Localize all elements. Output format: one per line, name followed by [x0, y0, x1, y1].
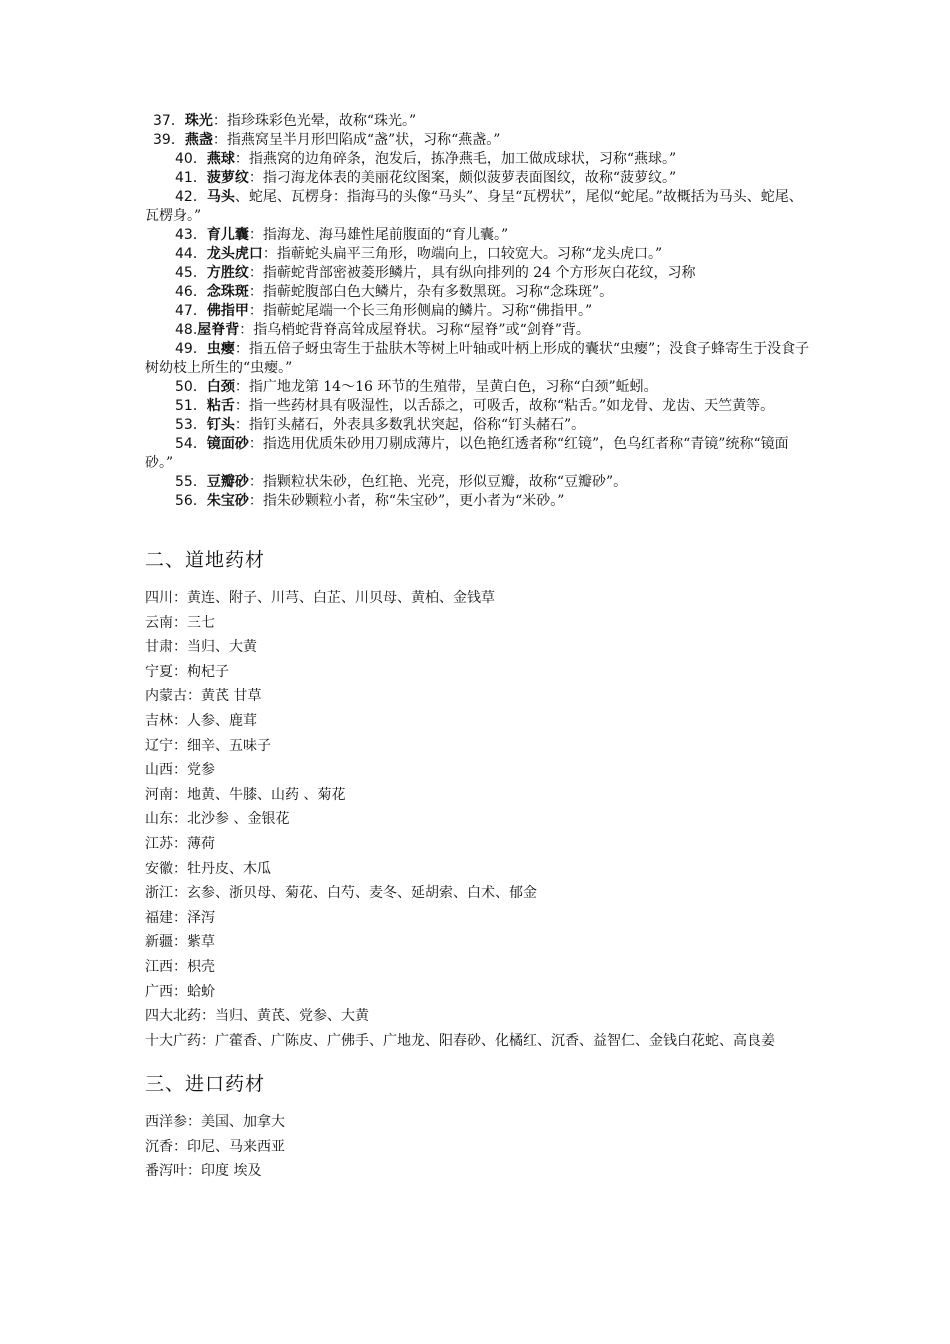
herb-region-item: 十大广药：广藿香、广陈皮、广佛手、广地龙、阳春砂、化橘红、沉香、益智仁、金钱白花蛇、高良姜 [145, 1032, 775, 1049]
term-number: 50． [175, 379, 207, 395]
term-definition: ：指刁海龙体表的美丽花纹图案，颇似菠萝表面图纹，故称“菠萝纹。” [248, 170, 677, 186]
term-definition: ：指钉头赭石，外表具多数乳状突起，俗称“钉头赭石”。 [234, 417, 586, 433]
herb-region-item: 安徽：牡丹皮、木瓜 [145, 860, 271, 877]
term-name: 龙头虎口 [206, 246, 263, 262]
herb-region-item: 新疆：紫草 [145, 934, 215, 951]
section-title-authentic-herbs: 二、道地药材 [145, 549, 266, 571]
term-item [145, 416, 810, 435]
term-definition: ：指朱砂颗粒小者，称“朱宝砂”，更小者为“米砂。” [248, 493, 565, 509]
term-name: 佛指甲 [206, 303, 249, 319]
term-number: 51． [175, 398, 207, 414]
term-name: 燕盏 [184, 132, 213, 148]
term-definition: ：指选用优质朱砂用刀剔成薄片，以色艳红透者称“红镜”，色乌红者称“青镜”统称“镜面砂。” [145, 436, 789, 471]
document-page [145, 112, 810, 1184]
term-name: 马头 [206, 189, 235, 205]
authentic-herbs-list [145, 586, 810, 1053]
herb-region-item: 江苏：薄荷 [145, 835, 215, 852]
herb-region-item: 甘肃：当归、大黄 [145, 639, 257, 656]
term-name: 育儿囊 [206, 227, 249, 243]
term-name: 念珠斑 [206, 284, 249, 300]
term-definition: ：指一些药材具有吸湿性，以舌舔之，可吸舌，故称“粘舌。”如龙骨、龙齿、天竺黄等。 [234, 398, 775, 414]
term-item [145, 378, 810, 397]
term-item [145, 169, 810, 188]
term-number: 42． [175, 189, 207, 205]
term-number: 46． [175, 284, 207, 300]
term-number: 49． [175, 341, 207, 357]
term-item [145, 302, 810, 321]
term-number: 56． [175, 493, 207, 509]
term-name: 菠萝纹 [206, 170, 249, 186]
term-item [145, 264, 810, 283]
term-definition: ：指珍珠彩色光晕，故称“珠光。” [212, 113, 417, 129]
term-number: 39． [153, 132, 185, 148]
herb-region-item: 浙江：玄参、浙贝母、菊花、白芍、麦冬、延胡索、白术、郁金 [145, 885, 537, 902]
term-definition: ：指广地龙第 14～16 环节的生殖带，呈黄白色，习称“白颈”蚯蚓。 [234, 379, 658, 395]
term-item [145, 340, 810, 378]
herb-region-item: 江西：枳壳 [145, 958, 215, 975]
term-item [145, 283, 810, 302]
term-item [145, 492, 810, 511]
term-item [145, 321, 810, 340]
herb-region-item: 内蒙古：黄芪 甘草 [145, 688, 262, 705]
imported-herbs-list [145, 1110, 810, 1184]
term-item [145, 188, 810, 226]
herb-region-item: 番泻叶：印度 埃及 [145, 1163, 262, 1180]
term-name: 方胜纹 [206, 265, 249, 281]
term-name: 豆瓣砂 [206, 474, 249, 490]
herb-region-item: 辽宁：细辛、五味子 [145, 737, 271, 754]
term-definition: ：指燕窝的边角碎条，泡发后，拣净燕毛，加工做成球状，习称“燕球。” [234, 151, 677, 167]
herb-region-item: 云南：三七 [145, 614, 215, 631]
term-definition: ：指蕲蛇腹部白色大鳞片，杂有多数黑斑。习称“念珠斑”。 [248, 284, 614, 300]
herb-region-item: 西洋参：美国、加拿大 [145, 1114, 285, 1131]
term-definition: ：指蕲蛇尾端一个长三角形侧扁的鳞片。习称“佛指甲。” [248, 303, 593, 319]
term-number: 41． [175, 170, 207, 186]
term-name: 镜面砂 [206, 436, 249, 452]
herb-region-item: 山西：党参 [145, 762, 215, 779]
term-item [145, 131, 810, 150]
term-list [145, 112, 810, 511]
term-number: 40． [175, 151, 207, 167]
term-definition: ：指燕窝呈半月形凹陷成“盏”状，习称“燕盏。” [212, 132, 501, 148]
term-number: 44． [175, 246, 207, 262]
term-item [145, 245, 810, 264]
term-definition: ：指颗粒状朱砂，色红艳、光亮，形似豆瓣，故称“豆瓣砂”。 [248, 474, 628, 490]
term-name: 粘舌 [206, 398, 235, 414]
term-number: 54． [175, 436, 207, 452]
term-name: 虫瘿 [206, 341, 235, 357]
term-item [145, 435, 810, 473]
term-item [145, 150, 810, 169]
term-name: 珠光 [184, 113, 213, 129]
term-number: 48. [175, 322, 198, 338]
term-number: 43． [175, 227, 207, 243]
term-definition: ：指蕲蛇背部密被菱形鳞片，具有纵向排列的 24 个方形灰白花纹，习称 [248, 265, 696, 281]
term-number: 53． [175, 417, 207, 433]
term-name: 屋脊背 [197, 322, 240, 338]
herb-region-item: 福建：泽泻 [145, 909, 215, 926]
term-definition: ：指乌梢蛇背脊高耸成屋脊状。习称“屋脊”或“剑脊”背。 [239, 322, 590, 338]
term-definition: ：指蕲蛇头扁平三角形，吻端向上，口较宽大。习称“龙头虎口。” [262, 246, 663, 262]
term-name: 燕球 [206, 151, 235, 167]
herb-region-item: 河南：地黄、牛膝、山药 、菊花 [145, 786, 346, 803]
term-number: 47． [175, 303, 207, 319]
term-definition: ：指五倍子蚜虫寄生于盐肤木等树上叶轴或叶柄上形成的囊状“虫瘿”；没食子蜂寄生于没食子树幼枝上所生的“虫瘿。” [145, 341, 810, 376]
term-name: 白颈 [206, 379, 235, 395]
herb-region-item: 宁夏：枸杞子 [145, 663, 229, 680]
term-name: 钉头 [206, 417, 235, 433]
term-number: 55． [175, 474, 207, 490]
herb-region-item: 广西：蛤蚧 [145, 983, 215, 1000]
term-item [145, 397, 810, 416]
term-item [145, 473, 810, 492]
herb-region-item: 山东：北沙参 、金银花 [145, 811, 290, 828]
section-title-imported-herbs: 三、进口药材 [145, 1073, 266, 1096]
term-item [145, 226, 810, 245]
herb-region-item: 吉林：人参、鹿茸 [145, 712, 257, 729]
term-number: 37． [153, 113, 185, 129]
term-number: 45． [175, 265, 207, 281]
term-item [145, 112, 810, 131]
term-name: 朱宝砂 [206, 493, 249, 509]
term-definition: 、蛇尾、瓦楞身：指海马的头像“马头”、身呈“瓦楞状”，尾似“蛇尾。”故概括为马头、蛇尾、瓦楞身。” [145, 189, 803, 224]
herb-region-item: 沉香：印尼、马来西亚 [145, 1138, 285, 1155]
herb-region-item: 四川：黄连、附子、川芎、白芷、川贝母、黄柏、金钱草 [145, 590, 495, 606]
term-definition: ：指海龙、海马雄性尾前腹面的“育儿囊。” [248, 227, 509, 243]
herb-region-item: 四大北药：当归、黄芪、党参、大黄 [145, 1008, 369, 1025]
